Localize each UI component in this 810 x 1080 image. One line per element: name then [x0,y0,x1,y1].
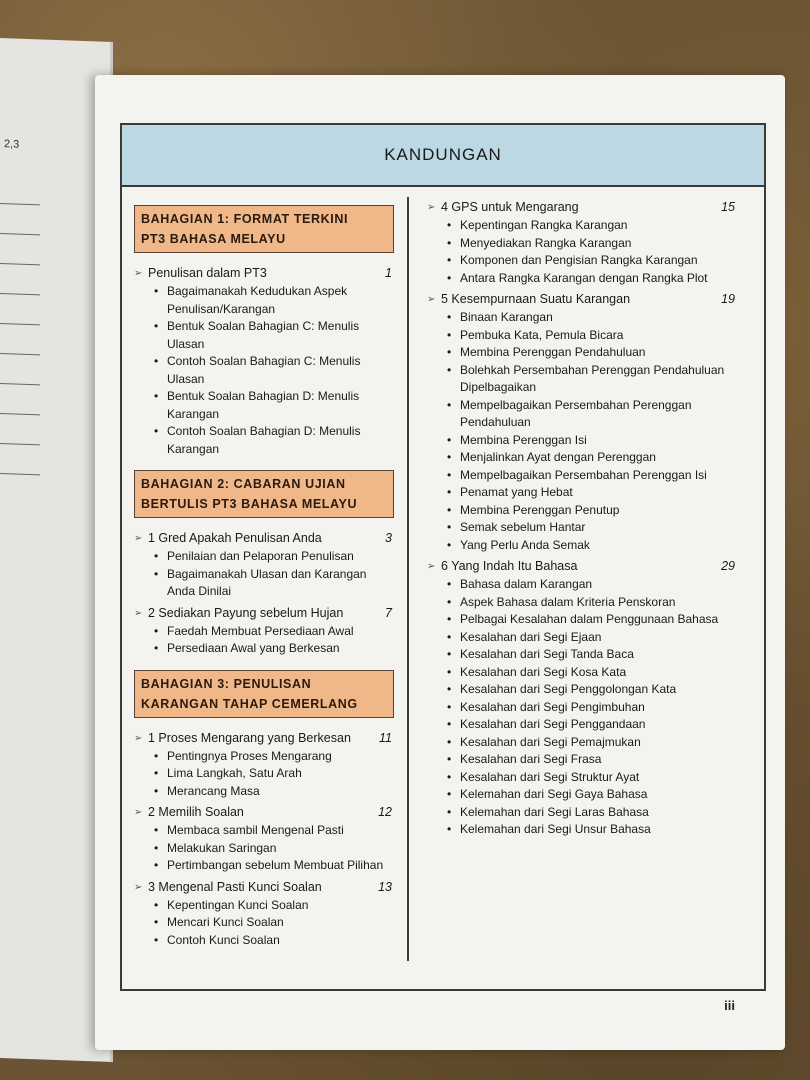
list-item: • Bentuk Soalan Bahagian D: Menulis Karangan [134,388,394,423]
list-item: • Kesalahan dari Segi Penggandaan [427,716,737,734]
part2-heading [134,470,394,518]
item-list [134,623,394,658]
list-item: • Persediaan Awal yang Berkesan [134,640,394,658]
list-item: • Aspek Bahasa dalam Kriteria Penskoran [427,594,737,612]
list-item: • Membaca sambil Mengenal Pasti [134,822,394,840]
book-page [95,75,785,1050]
section-title: Penulisan dalam PT3 [148,266,267,280]
list-item: • Merancang Masa [134,783,394,801]
page-number: 29 [721,559,735,573]
toc-section[interactable] [134,730,394,747]
part3-heading-line2: KARANGAN TAHAP CEMERLANG [141,696,358,711]
toc-section[interactable] [427,199,737,216]
item-list [134,548,394,601]
list-item: • Menjalinkan Ayat dengan Perenggan [427,449,737,467]
column-divider [407,197,409,961]
left-column [134,205,394,953]
list-item: • Kesalahan dari Segi Ejaan [427,629,737,647]
list-item: • Kelemahan dari Segi Unsur Bahasa [427,821,737,839]
list-item: • Mencari Kunci Soalan [134,914,394,932]
page-number: 11 [379,730,392,745]
list-item: • Bagaimanakah Ulasan dan Karangan Anda Dinilai [134,566,394,601]
list-item: • Kelemahan dari Segi Laras Bahasa [427,804,737,822]
left-page-number: 2,3 [4,138,20,151]
list-item: • Pelbagai Kesalahan dalam Penggunaan Bahasa [427,611,737,629]
part2-heading-line1: BAHAGIAN 2: CABARAN UJIAN [141,477,346,491]
ruled-line [0,473,40,475]
section-title: 2 Memilih Soalan [148,805,244,819]
list-item: • Menyediakan Rangka Karangan [427,235,737,253]
list-item: • Pertimbangan sebelum Membuat Pilihan [134,857,394,875]
list-item: • Faedah Membuat Persediaan Awal [134,623,394,641]
page-title: KANDUNGAN [122,125,764,187]
page-folio: iii [724,998,735,1013]
list-item: • Membina Perenggan Pendahuluan [427,344,737,362]
page-number: 1 [385,266,392,280]
part1-heading [134,205,394,253]
list-item: • Mempelbagaikan Persembahan Perenggan Pendahuluan [427,397,737,432]
list-item: • Mempelbagaikan Persembahan Perenggan Isi [427,467,737,485]
list-item: • Membina Perenggan Penutup [427,502,737,520]
list-item: • Penamat yang Hebat [427,484,737,502]
part1-heading-line2: PT3 BAHASA MELAYU [141,232,286,246]
item-list [134,283,394,458]
page-number: 3 [385,531,392,545]
page-number: 7 [385,605,392,620]
toc-section[interactable] [427,291,737,308]
list-item: • Lima Langkah, Satu Arah [134,765,394,783]
ruled-line [0,323,40,325]
ruled-line [0,353,40,355]
item-list [427,309,737,554]
list-item: • Bentuk Soalan Bahagian C: Menulis Ulasan [134,318,394,353]
ruled-line [0,413,40,415]
section-title: 4 GPS untuk Mengarang [441,200,579,214]
toc-section[interactable] [134,265,394,282]
list-item: • Bolehkah Persembahan Perenggan Pendahuluan Dipelbagaikan [427,362,737,397]
list-item: • Kepentingan Kunci Soalan [134,897,394,915]
list-item: • Penilaian dan Pelaporan Penulisan [134,548,394,566]
page-number: 13 [378,879,392,894]
page-number: 19 [721,292,735,306]
list-item: • Bagaimanakah Kedudukan Aspek Penulisan/Karangan [134,283,394,318]
list-item: • Kesalahan dari Segi Penggolongan Kata [427,681,737,699]
list-item: • Kesalahan dari Segi Struktur Ayat [427,769,737,787]
list-item: • Contoh Kunci Soalan [134,932,394,950]
item-list [134,897,394,950]
page-number: 15 [721,200,735,214]
list-item: • Bahasa dalam Karangan [427,576,737,594]
ruled-line [0,233,40,235]
toc-section[interactable] [427,558,737,575]
ruled-line [0,383,40,385]
ruled-line [0,203,40,205]
list-item: • Melakukan Saringan [134,840,394,858]
part3-heading-line1: BAHAGIAN 3: PENULISAN [141,676,312,691]
part1-heading-line1: BAHAGIAN 1: FORMAT TERKINI [141,212,349,226]
part2-heading-line2: BERTULIS PT3 BAHASA MELAYU [141,497,358,511]
list-item: • Binaan Karangan [427,309,737,327]
list-item: • Kepentingan Rangka Karangan [427,217,737,235]
list-item: • Kelemahan dari Segi Gaya Bahasa [427,786,737,804]
ruled-line [0,293,40,295]
page-number: 12 [378,805,392,819]
list-item: • Kesalahan dari Segi Kosa Kata [427,664,737,682]
toc-section[interactable] [134,530,394,547]
list-item: • Membina Perenggan Isi [427,432,737,450]
list-item: • Kesalahan dari Segi Tanda Baca [427,646,737,664]
list-item: • Komponen dan Pengisian Rangka Karangan [427,252,737,270]
list-item: • Contoh Soalan Bahagian C: Menulis Ulasan [134,353,394,388]
section-title: 5 Kesempurnaan Suatu Karangan [441,292,631,306]
list-item: • Kesalahan dari Segi Frasa [427,751,737,769]
part3-heading [134,670,394,718]
ruled-line [0,443,40,445]
item-list [134,822,394,875]
section-title: 3 Mengenal Pasti Kunci Soalan [148,879,322,894]
toc-section[interactable] [134,605,394,622]
toc-section[interactable] [134,879,394,896]
list-item: • Semak sebelum Hantar [427,519,737,537]
item-list [427,576,737,839]
item-list [134,748,394,801]
section-title: 6 Yang Indah Itu Bahasa [441,559,578,573]
list-item: • Kesalahan dari Segi Pengimbuhan [427,699,737,717]
section-title: 2 Sediakan Payung sebelum Hujan [148,605,344,620]
right-column [427,195,737,843]
toc-section[interactable] [134,804,394,821]
ruled-line [0,263,40,265]
section-title: 1 Gred Apakah Penulisan Anda [148,531,322,545]
contents-frame [120,123,766,991]
list-item: • Pentingnya Proses Mengarang [134,748,394,766]
section-title: 1 Proses Mengarang yang Berkesan [148,730,351,745]
item-list [427,217,737,287]
list-item: • Antara Rangka Karangan dengan Rangka Plot [427,270,737,288]
list-item: • Contoh Soalan Bahagian D: Menulis Karangan [134,423,394,458]
list-item: • Kesalahan dari Segi Pemajmukan [427,734,737,752]
list-item: • Yang Perlu Anda Semak [427,537,737,555]
list-item: • Pembuka Kata, Pemula Bicara [427,327,737,345]
